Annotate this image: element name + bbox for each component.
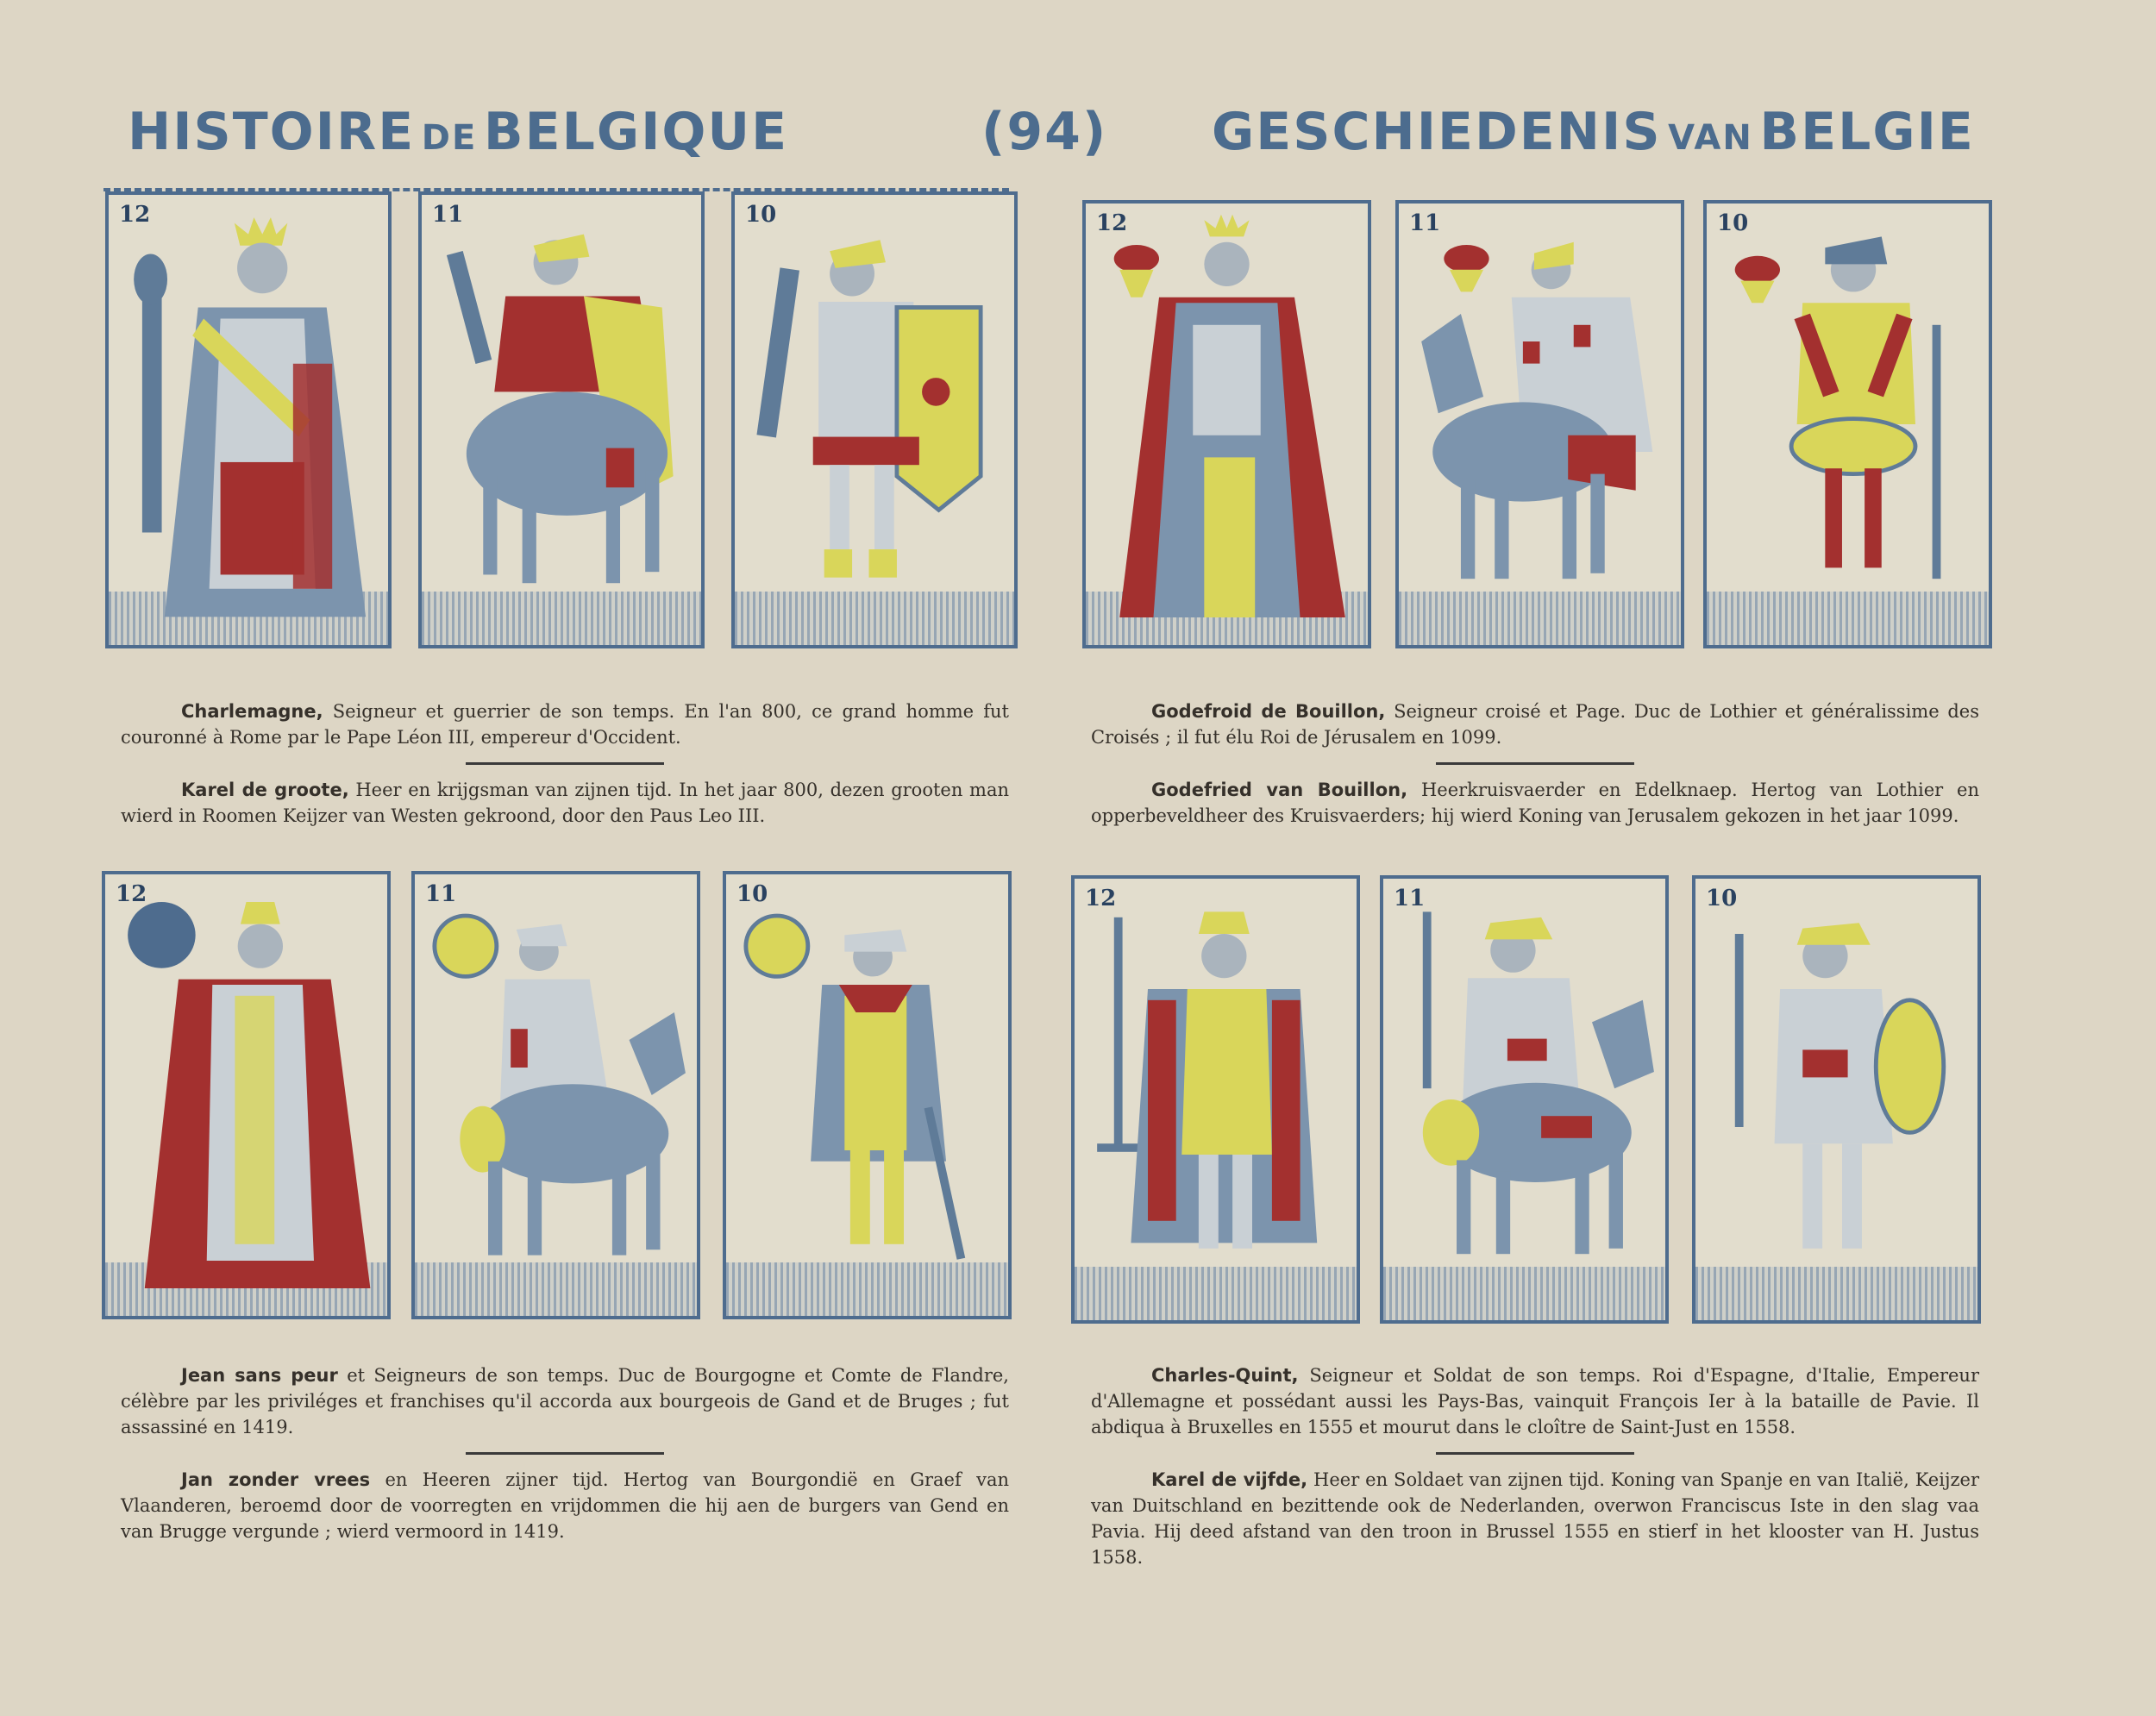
card-number: 12	[1096, 210, 1128, 236]
figure-rider-with-coin	[415, 874, 697, 1316]
figure-knight-on-horse	[422, 195, 701, 645]
caption-french	[1091, 698, 1979, 750]
title-dutch	[1212, 102, 1975, 162]
card-jean-12	[102, 871, 391, 1319]
caption-text: et Seigneurs de son temps. Duc de Bourgogne et Comte de Flandre, célèbre par les priviléges et franchises qu'il accorda aux bourgeois de Gand et de Bruges ; fut assassiné en 1419.	[121, 1365, 1009, 1437]
title-word: DE	[421, 118, 478, 158]
caption-dutch	[1091, 777, 1979, 829]
card-godefroid-10	[1703, 200, 1992, 648]
caption-divider	[466, 1452, 664, 1455]
card-godefroid-12	[1082, 200, 1371, 648]
caption-text: Heerkruisvaerder en Edelknaep. Hertog van Lothier en opperbeveldheer des Kruisvaerders; hij wierd Koning van Jerusalem gekozen in het jaar 1099.	[1091, 780, 1980, 826]
caption-dutch	[1091, 1467, 1979, 1570]
caption-divider	[1436, 1452, 1634, 1455]
caption-text: Heer en krijgsman van zijnen tijd. In het jaar 800, dezen grooten man wierd in Roomen Keijzer van Westen gekroond, door den Paus Leo III.	[121, 780, 1009, 826]
caption-french	[121, 1362, 1009, 1440]
caption-text: Seigneur et Soldat de son temps. Roi d'Espagne, d'Italie, Empereur d'Allemagne et possédant aussi les Pays-Bas, vainquit François Ier à la bataille de Pavie. Il abdiqua à Bruxelles en 1555 et mourut dans le cloître de Saint-Just en 1558.	[1091, 1365, 1979, 1437]
figure-king-with-club	[109, 195, 388, 645]
figure-emperor-with-sword	[1075, 879, 1357, 1320]
card-charles-11	[1380, 875, 1669, 1324]
card-charlemagne-11	[418, 191, 705, 648]
caption-divider	[1436, 762, 1634, 765]
card-number: 12	[116, 881, 147, 907]
card-charles-10	[1692, 875, 1981, 1324]
card-number: 11	[425, 881, 457, 907]
card-number: 10	[1706, 886, 1738, 911]
caption-dutch	[121, 1467, 1009, 1544]
caption-name: Jean sans peur	[181, 1365, 338, 1386]
figure-rider-with-cup	[1399, 204, 1681, 645]
caption-group-1	[121, 698, 1009, 829]
title-word: BELGIE	[1759, 102, 1975, 162]
caption-text: en Heeren zijner tijd. Hertog van Bourgondië en Graef van Vlaanderen, beroemd door de voorregten en vrijdommen die hij aen de burgers van Gend en van Brugge vergunde ; wierd vermoord in 1419.	[121, 1469, 1009, 1542]
caption-text: Seigneur croisé et Page. Duc de Lothier et généralissime des Croisés ; il fut élu Roi de Jérusalem en 1099.	[1091, 701, 1979, 748]
caption-name: Karel de vijfde,	[1151, 1469, 1308, 1490]
caption-name: Godefroid de Bouillon,	[1151, 701, 1386, 722]
caption-french	[121, 698, 1009, 750]
card-jean-10	[723, 871, 1012, 1319]
title-word: VAN	[1668, 118, 1753, 158]
card-number: 12	[119, 202, 151, 228]
card-number: 11	[432, 202, 464, 228]
card-number: 11	[1409, 210, 1441, 236]
figure-page-with-club-and-shield	[735, 195, 1014, 645]
card-number: 10	[1717, 210, 1749, 236]
title-word: GESCHIEDENIS	[1212, 102, 1662, 162]
caption-name: Jan zonder vrees	[181, 1469, 371, 1490]
card-charles-12	[1071, 875, 1360, 1324]
caption-name: Charlemagne,	[181, 701, 323, 722]
card-jean-11	[411, 871, 700, 1319]
caption-dutch	[121, 777, 1009, 829]
title-word: BELGIQUE	[483, 102, 789, 162]
figure-soldier-with-sword-and-shield	[1695, 879, 1977, 1320]
title-french	[128, 102, 788, 162]
figure-page-with-coin	[726, 874, 1008, 1316]
caption-name: Karel de groote,	[181, 780, 349, 800]
caption-group-3	[121, 1362, 1009, 1544]
title-word: HISTOIRE	[128, 102, 416, 162]
caption-french	[1091, 1362, 1979, 1440]
figure-duke-in-robe	[105, 874, 387, 1316]
card-number: 10	[736, 881, 768, 907]
figure-page-with-cup-and-drum	[1707, 204, 1989, 645]
card-godefroid-11	[1395, 200, 1684, 648]
card-charlemagne-12	[105, 191, 392, 648]
caption-name: Godefried van Bouillon,	[1151, 780, 1408, 800]
caption-group-2	[1091, 698, 1979, 829]
caption-name: Charles-Quint,	[1151, 1365, 1299, 1386]
figure-king-with-cup	[1086, 204, 1368, 645]
caption-text: Heer en Soldaet van zijnen tijd. Koning van Spanje en van Italië, Keijzer van Duitschland en bezittende ook de Nederlanden, overwon Franciscus Iste in den slag vaa Pavia. Hij deed afstand van den troon in Brussel 1555 en stierf in het klooster van H. Justus 1558.	[1091, 1469, 1979, 1568]
caption-text: Seigneur et guerrier de son temps. En l'an 800, ce grand homme fut couronné à Rome par le Pape Léon III, empereur d'Occident.	[121, 701, 1009, 748]
card-charlemagne-10	[731, 191, 1018, 648]
card-number: 10	[745, 202, 777, 228]
sheet-number: (94)	[981, 102, 1108, 162]
card-number: 11	[1394, 886, 1426, 911]
caption-divider	[466, 762, 664, 765]
figure-armored-rider-with-sword	[1383, 879, 1665, 1320]
caption-group-4	[1091, 1362, 1979, 1570]
card-number: 12	[1085, 886, 1117, 911]
